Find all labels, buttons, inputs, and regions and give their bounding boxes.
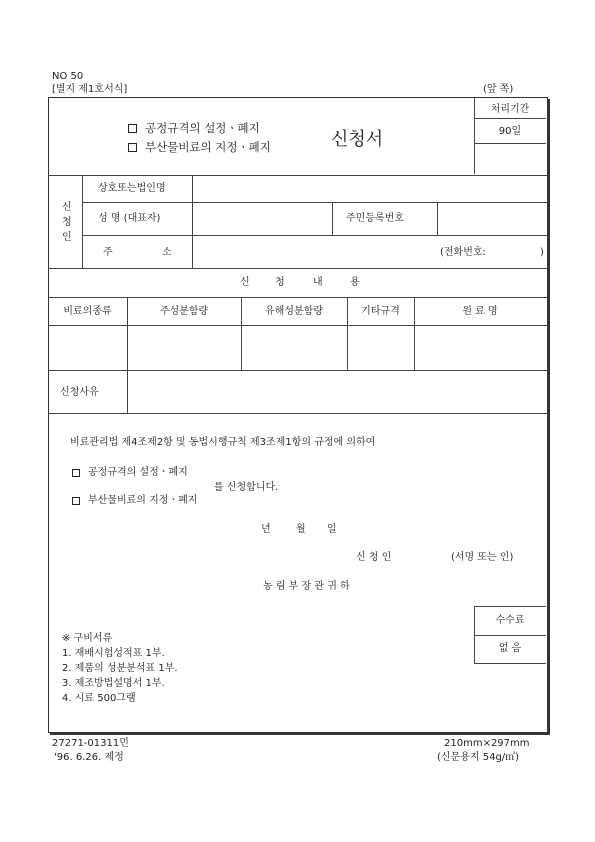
- attachments-heading: ※ 구비서류: [62, 633, 113, 644]
- column-harmful-ingredient: 유해성분함량: [265, 306, 323, 317]
- footer-paper: (신문용지 54g/㎡): [437, 752, 520, 763]
- side-label: (앞 쪽): [483, 84, 514, 95]
- representative-name-label: 성 명 (대표자): [98, 213, 161, 224]
- processing-period-value: 90일: [498, 126, 522, 137]
- resident-number-label: 주민등록번호: [346, 213, 404, 224]
- date-day: 일: [327, 524, 337, 535]
- footer-date: '96. 6.26. 제정: [54, 752, 124, 763]
- header-option1: 공정규격의 설정ㆍ폐지: [145, 121, 260, 135]
- column-fertilizer-type: 비료의종류: [63, 306, 112, 317]
- address-label-2: 소: [162, 247, 172, 258]
- column-main-ingredient: 주성분함량: [159, 306, 209, 317]
- decl-option2-checkbox[interactable]: [72, 497, 80, 505]
- decl-apply: 를 신청합니다.: [214, 482, 279, 493]
- option1-checkbox[interactable]: [128, 124, 137, 133]
- fee-value: 없 음: [498, 643, 522, 654]
- applicant-side-label-2: 청: [62, 217, 72, 228]
- content-heading-1: 신: [240, 277, 250, 288]
- form-title: 신청서: [331, 129, 384, 150]
- footer-code: 27271-01311민: [52, 738, 129, 749]
- date-year: 년: [261, 524, 271, 535]
- fee-label: 수수료: [495, 615, 525, 626]
- applicant-side-label-3: 인: [62, 232, 72, 243]
- applicant-side-label-1: 신: [62, 202, 72, 213]
- reason-label: 신청사유: [60, 387, 99, 398]
- attachment-item-4: 4. 시료 500그램: [62, 693, 136, 704]
- date-month: 월: [296, 524, 306, 535]
- form-number: NO 50: [52, 71, 84, 82]
- recipient: 농 림 부 장 관 귀 하: [263, 581, 350, 592]
- company-name-label: 상호또는법인명: [98, 183, 166, 194]
- column-other-specs: 기타규격: [361, 306, 400, 317]
- footer-size: 210mm×297mm: [444, 738, 530, 749]
- phone-close: ): [540, 247, 544, 258]
- applicant-sign-label: 신 청 인: [356, 552, 392, 563]
- decl-option1-checkbox[interactable]: [72, 469, 80, 477]
- content-heading-4: 용: [350, 277, 360, 288]
- column-raw-material: 원 료 명: [462, 306, 498, 317]
- form-label: [별지 제1호서식]: [52, 84, 128, 95]
- phone-label: (전화번호:: [440, 247, 486, 258]
- processing-period-label: 처리기간: [490, 104, 530, 115]
- decl-option2: 부산물비료의 지정ㆍ폐지: [88, 495, 198, 506]
- attachment-item-2: 2. 제품의 성분분석표 1부.: [62, 663, 178, 674]
- decl-option1: 공정규격의 설정ㆍ폐지: [88, 467, 188, 478]
- attachment-item-3: 3. 제조방법설명서 1부.: [62, 678, 165, 689]
- header-option2: 부산물비료의 지정ㆍ폐지: [145, 140, 271, 154]
- address-label-1: 주: [103, 247, 113, 258]
- content-heading-2: 청: [275, 277, 285, 288]
- signature-note: (서명 또는 인): [451, 552, 514, 563]
- declaration-line: 비료관리법 제4조제2항 및 동법시행규칙 제3조제1항의 규정에 의하여: [70, 437, 376, 448]
- attachment-item-1: 1. 재배시험성적표 1부.: [62, 648, 165, 659]
- option2-checkbox[interactable]: [128, 143, 137, 152]
- content-heading-3: 내: [313, 277, 323, 288]
